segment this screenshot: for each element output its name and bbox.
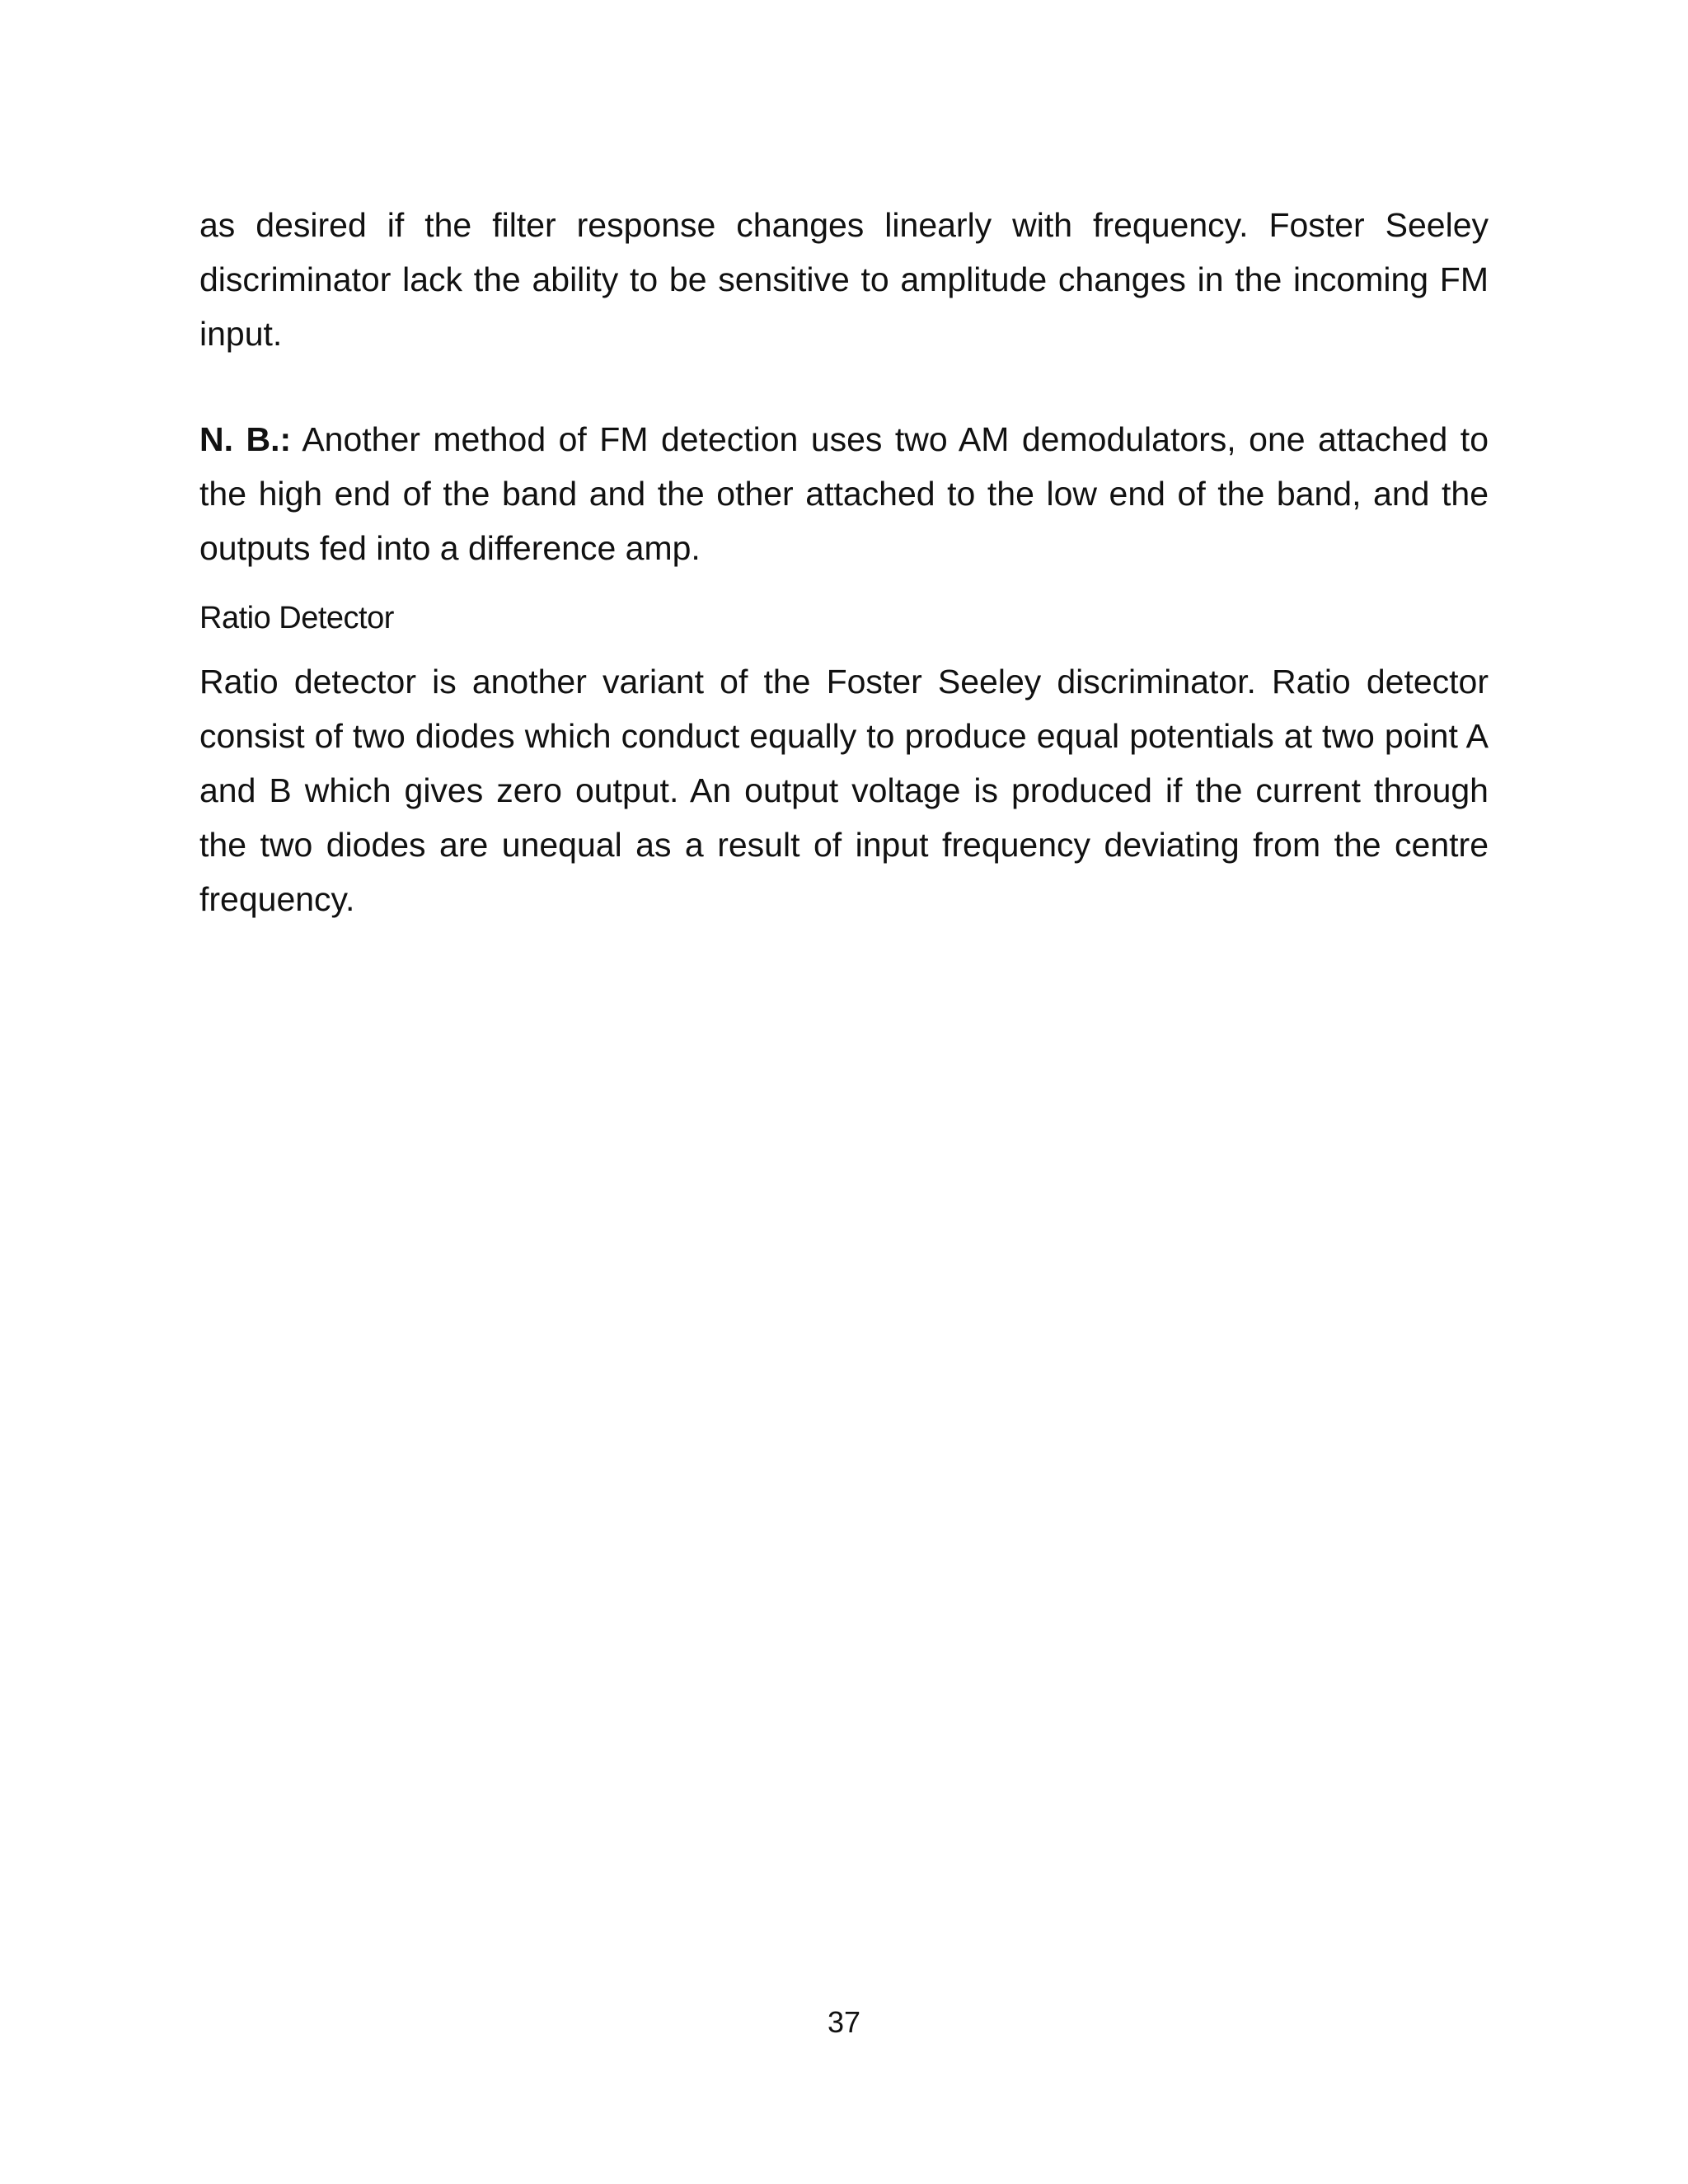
note-label: N. B.: bbox=[199, 420, 292, 458]
note-text: Another method of FM detection uses two AM demodulators, one attached to the high end of the band and the other attached to the low end of the band, and the outputs fed into a difference amp. bbox=[199, 420, 1489, 567]
page-number: 37 bbox=[827, 2005, 861, 2039]
body-paragraph-ratio-detector: Ratio detector is another variant of the Foster Seeley discriminator. Ratio detector consist of two diodes which conduct equally to produce equal potentials at two point A and B which gives zero output. An output voltage is produced if the current through the two diodes are unequal as a result of input frequency deviating from the centre frequency. bbox=[199, 663, 1489, 918]
section-heading-ratio-detector: Ratio Detector bbox=[199, 601, 394, 635]
page-content bbox=[199, 198, 1489, 926]
body-paragraph-continued: as desired if the filter response changes linearly with frequency. Foster Seeley discriminator lack the ability to be sensitive to amplitude changes in the incoming FM input. bbox=[199, 206, 1489, 353]
note-paragraph bbox=[199, 412, 1489, 575]
